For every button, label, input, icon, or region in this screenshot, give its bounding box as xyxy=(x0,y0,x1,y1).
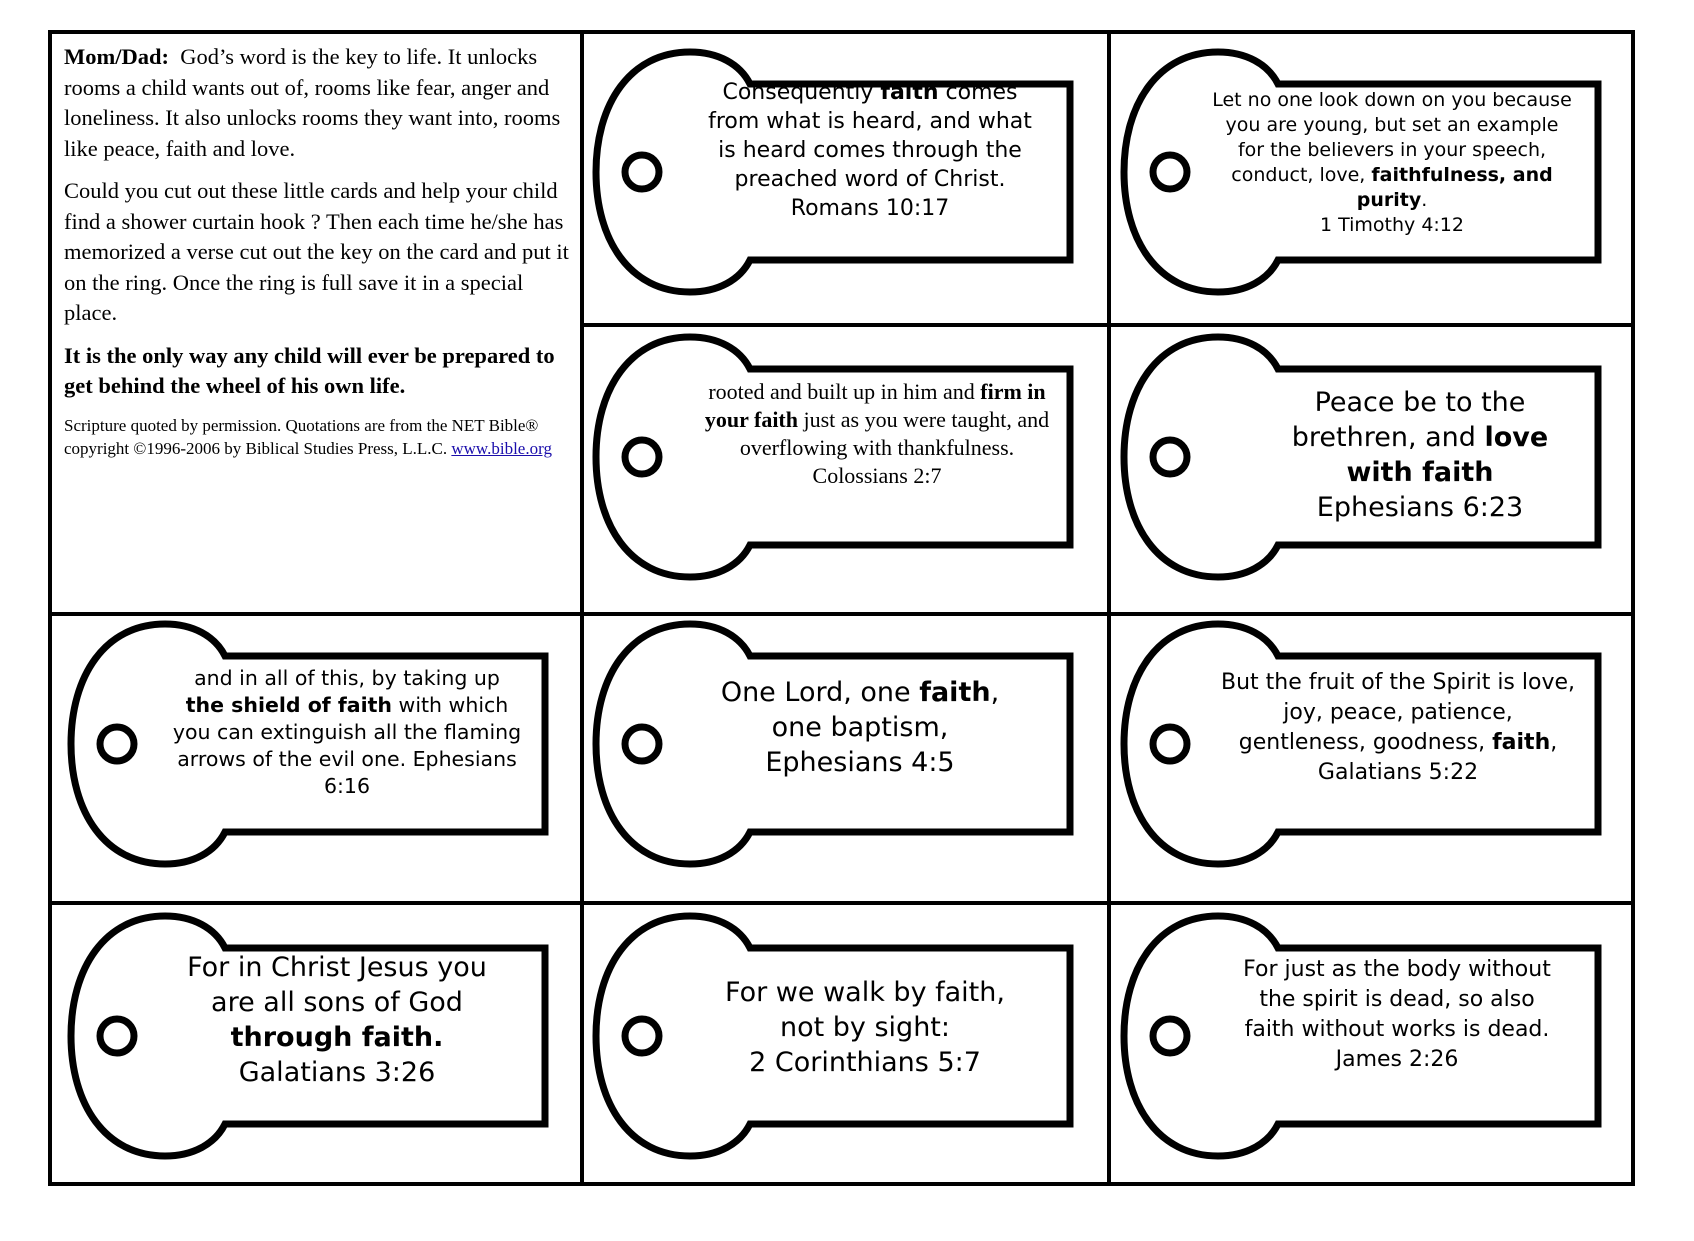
key-hole-icon xyxy=(625,727,659,761)
verse-post: with which you can extinguish all the flaming arrows of the evil one. Ephesians 6:16 xyxy=(172,693,522,798)
verse-post: just as you were taught, and overflowing with thankfulness. xyxy=(739,407,1050,460)
parent-note xyxy=(64,42,572,461)
key-hole-icon xyxy=(625,1019,659,1053)
key-hole-icon xyxy=(1153,1019,1187,1053)
verse-reference: 2 Corinthians 5:7 xyxy=(749,1047,981,1078)
verse-body xyxy=(1265,385,1575,490)
verse-text xyxy=(700,975,1030,1080)
instructions-paragraph: Could you cut out these little cards and help your child find a shower curtain hook ? Then each time he/she has memorized a verse cut out the key on the card and put it on the ring. Once the ring is full save it in a special place. xyxy=(64,178,569,325)
key-hole-icon xyxy=(625,155,659,189)
grid-line xyxy=(52,901,1635,905)
verse-pre: Consequently xyxy=(722,80,881,105)
verse-post: comes from what is heard, and what is heard comes through the preached word of Christ. Romans 10:17 xyxy=(708,80,1032,221)
key-hole-icon xyxy=(1153,440,1187,474)
verse-emphasis: faith xyxy=(880,80,939,105)
verse-emphasis: firm in your faith xyxy=(704,379,1046,432)
key-hole-icon xyxy=(1153,155,1187,189)
verse-reference: 1 Timothy 4:12 xyxy=(1319,214,1464,236)
verse-body xyxy=(1218,668,1578,758)
grid-line xyxy=(1107,34,1111,1182)
verse-emphasis: the shield of faith xyxy=(185,693,393,717)
verse-pre: and in all of this, by taking up xyxy=(194,666,500,690)
emphasis-paragraph: It is the only way any child will ever be prepared to get behind the wheel of his own life. xyxy=(64,342,555,398)
verse-text xyxy=(700,675,1020,780)
verse-emphasis: faithfulness, and purity xyxy=(1356,164,1553,211)
verse-emphasis: love with faith xyxy=(1346,422,1549,488)
verse-reference: James 2:26 xyxy=(1335,1047,1459,1072)
verse-reference: Ephesians 4:5 xyxy=(765,747,955,778)
verse-pre: Peace be to the brethren, and xyxy=(1291,387,1526,453)
grid-line xyxy=(580,34,584,1182)
verse-pre: But the fruit of the Spirit is love, joy, peace, patience, gentleness, goodness, xyxy=(1220,670,1576,755)
key-hole-icon xyxy=(100,1019,134,1053)
verse-body xyxy=(700,78,1040,223)
verse-pre: For we walk by faith, not by sight: xyxy=(725,977,1005,1043)
verse-body xyxy=(692,378,1062,462)
verse-body xyxy=(1212,88,1572,213)
verse-emphasis: faith xyxy=(919,677,991,708)
verse-body xyxy=(700,975,1030,1045)
note-paragraph: Mom/Dad: God’s word is the key to life. It unlocks rooms a child wants out of, rooms like fear, anger and loneliness. It also unlocks rooms they want into, rooms like peace, faith and love. xyxy=(64,44,561,161)
note-heading: Mom/Dad: xyxy=(64,44,169,69)
verse-reference: Colossians 2:7 xyxy=(812,463,942,488)
verse-text xyxy=(172,665,522,800)
verse-text xyxy=(692,378,1062,490)
verse-pre: Let no one look down on you because you are young, but set an example for the believers in your speech, conduct, love, xyxy=(1212,89,1572,186)
verse-post: , one baptism, xyxy=(771,677,1000,743)
key-hole-icon xyxy=(625,440,659,474)
verse-reference: Galatians 5:22 xyxy=(1317,760,1479,785)
verse-post: . xyxy=(1421,189,1428,211)
verse-body xyxy=(700,675,1020,745)
verse-text xyxy=(1218,668,1578,788)
verse-text xyxy=(1212,88,1572,238)
verse-text xyxy=(1265,385,1575,525)
grid-line xyxy=(52,612,1635,616)
key-hole-icon xyxy=(100,727,134,761)
bible-org-link[interactable]: www.bible.org xyxy=(451,439,552,458)
verse-body xyxy=(172,950,502,1055)
verse-text xyxy=(700,78,1040,223)
grid-line xyxy=(580,323,1635,327)
verse-reference: Ephesians 6:23 xyxy=(1316,492,1524,523)
verse-pre: rooted and built up in him and xyxy=(708,379,981,404)
verse-pre: For just as the body without the spirit is dead, so also faith without works is dead. xyxy=(1243,957,1551,1042)
verse-pre: One Lord, one xyxy=(720,677,920,708)
key-hole-icon xyxy=(1153,727,1187,761)
verse-reference: Galatians 3:26 xyxy=(238,1057,436,1088)
verse-pre: For in Christ Jesus you are all sons of God xyxy=(187,952,487,1018)
verse-text xyxy=(1232,955,1562,1075)
verse-body xyxy=(1232,955,1562,1045)
copyright-credit: Scripture quoted by permission. Quotations are from the NET Bible® copyright ©1996-2006 by Biblical Studies Press, L.L.C. www.bible.org xyxy=(64,415,552,458)
verse-emphasis: faith xyxy=(1492,730,1551,755)
verse-body xyxy=(172,665,522,800)
verse-text xyxy=(172,950,502,1090)
verse-emphasis: through faith. xyxy=(230,1022,444,1053)
verse-post: , xyxy=(1550,730,1558,755)
